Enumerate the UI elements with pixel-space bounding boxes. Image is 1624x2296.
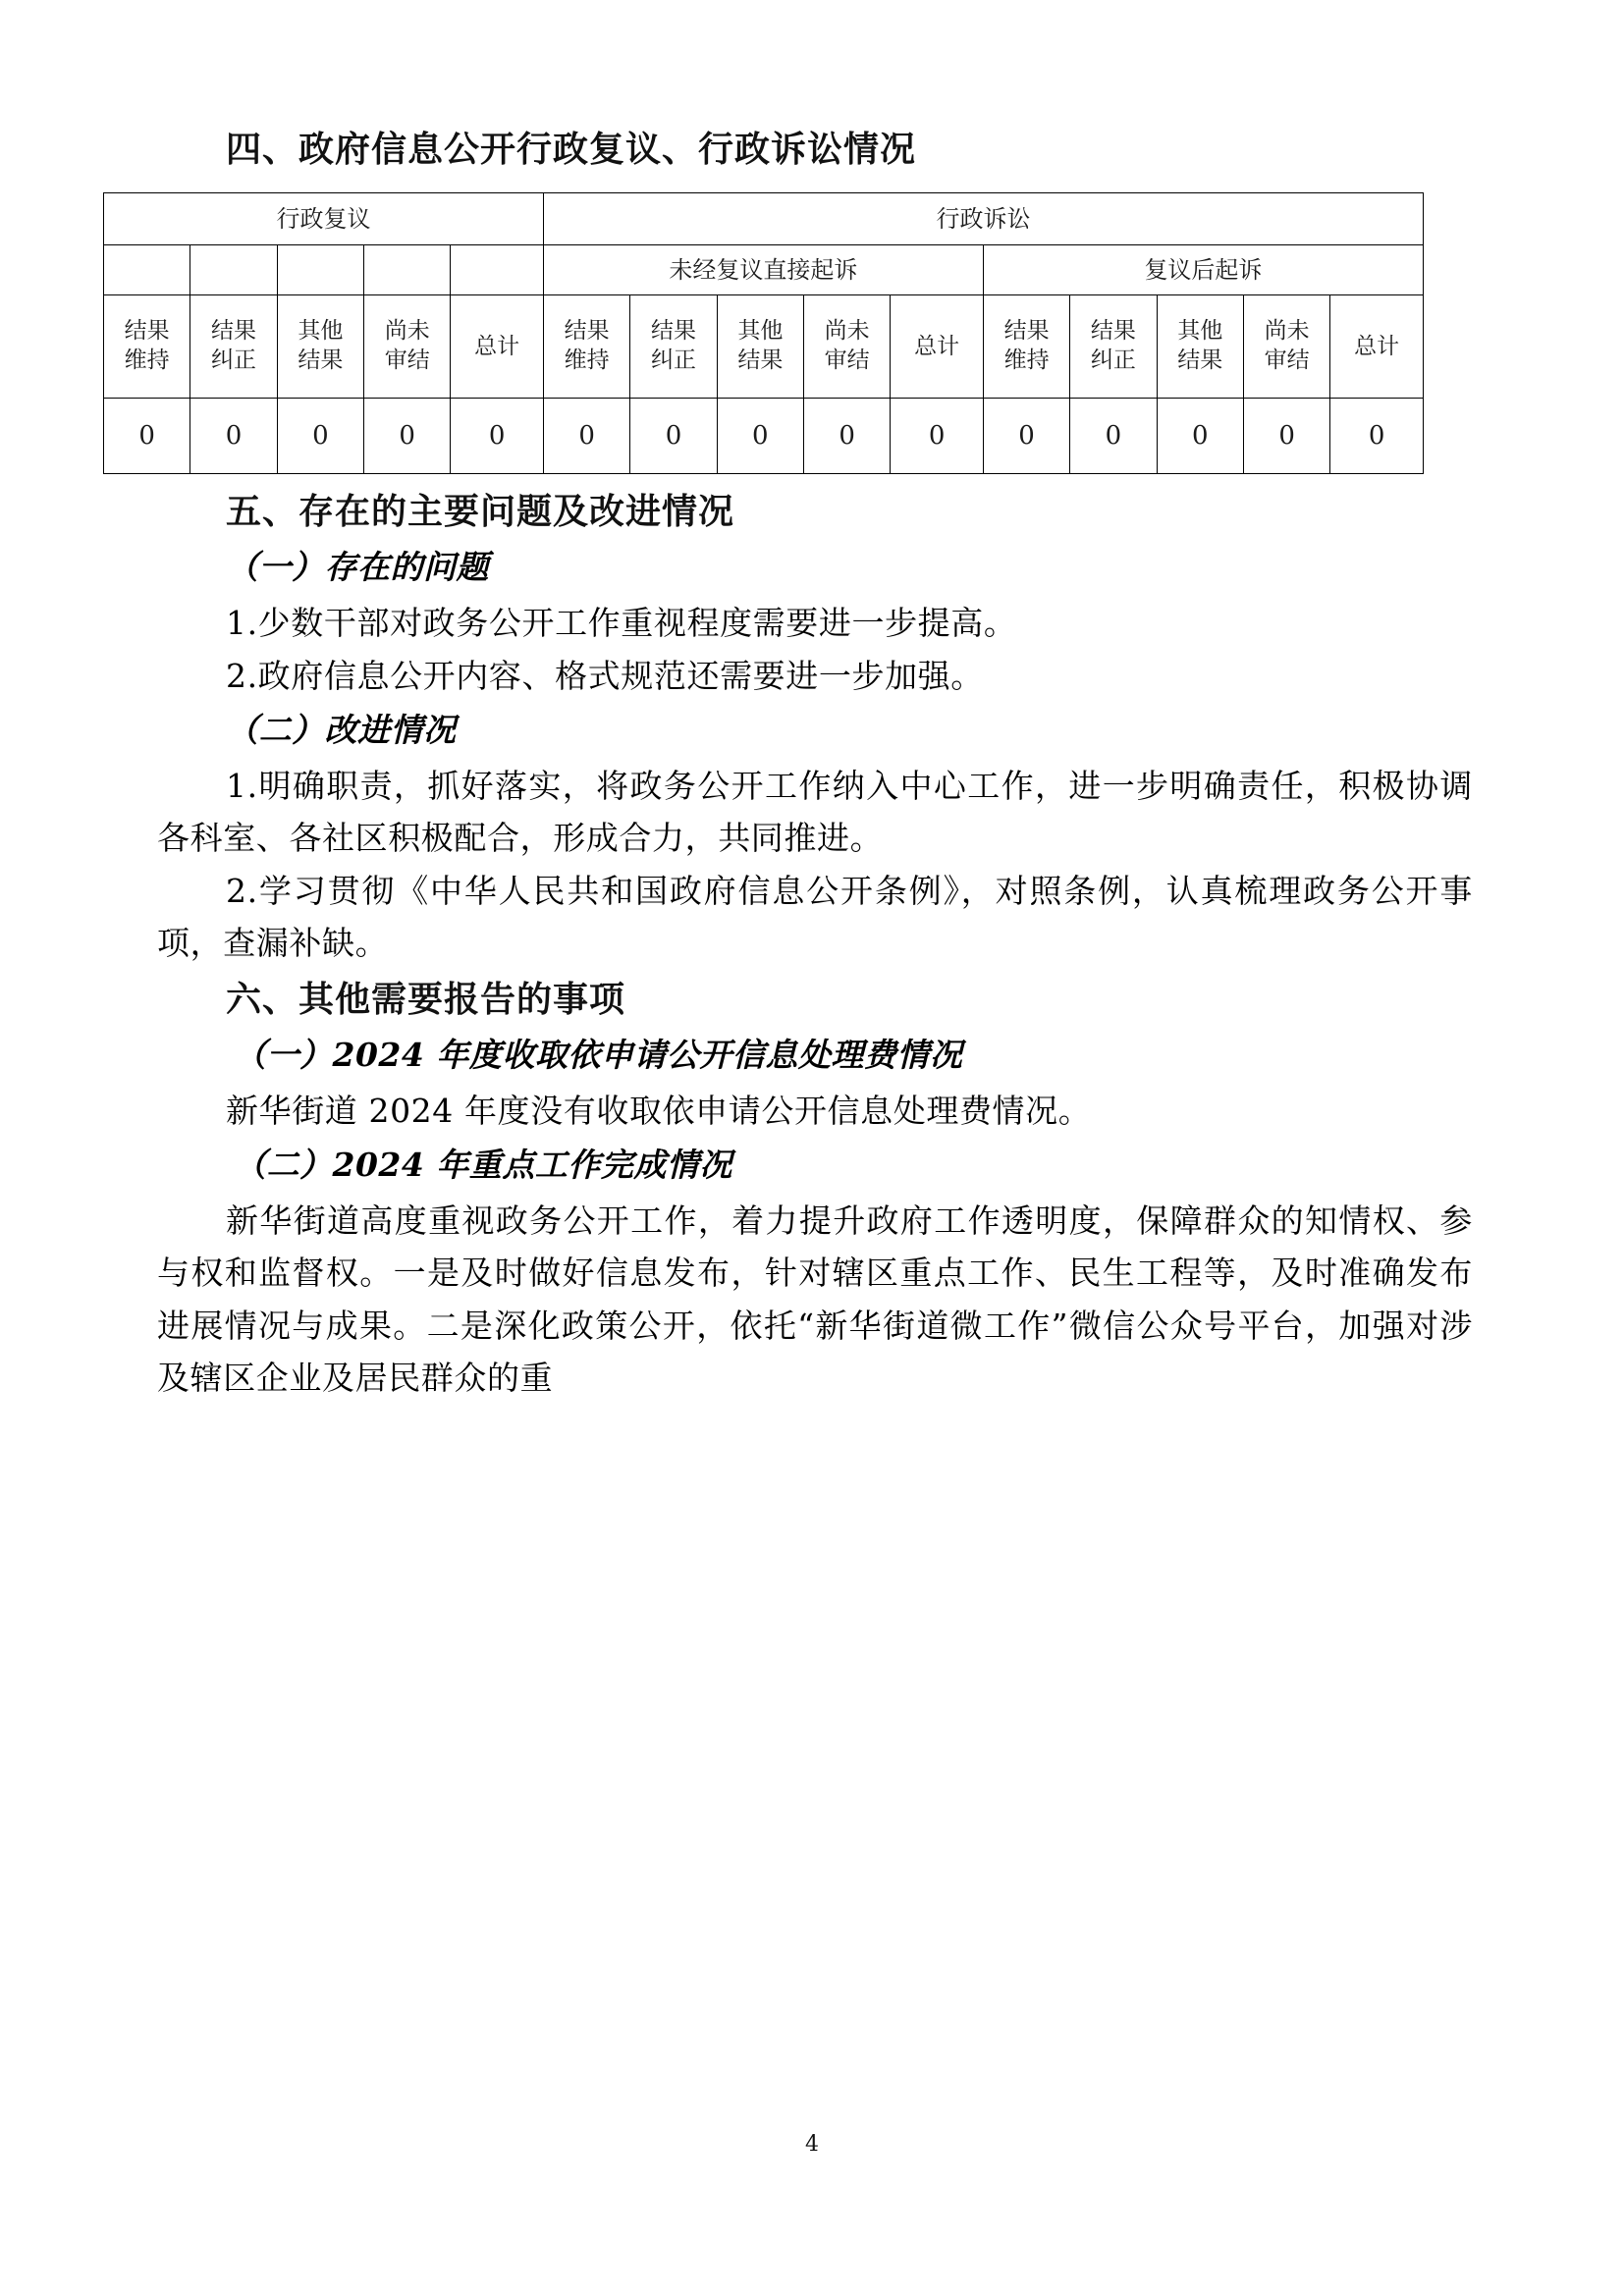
column-header-12-line1: 其他: [1177, 318, 1223, 345]
column-header-10: [983, 295, 1069, 399]
column-header-10-line2: 维持: [1003, 347, 1050, 374]
administrative-review-litigation-table-wrap: [124, 192, 1473, 474]
section-five-sub-one-heading: （一）存在的问题: [226, 548, 489, 587]
column-header-13-line1: 尚未: [1264, 318, 1310, 345]
cell-value-12: 0: [1157, 399, 1243, 474]
cell-value-6: 0: [630, 399, 717, 474]
column-header-8-line1: 尚未: [824, 318, 870, 345]
column-header-1-line2: 纠正: [211, 347, 257, 374]
column-header-5-line2: 维持: [564, 347, 610, 374]
column-header-10-line1: 结果: [1003, 318, 1050, 345]
column-header-3-line2: 审结: [384, 347, 430, 374]
column-header-11-line2: 纠正: [1090, 347, 1136, 374]
cell-value-4: 0: [451, 399, 544, 474]
cell-value-8: 0: [803, 399, 890, 474]
administrative-review-litigation-table: [103, 192, 1424, 474]
column-header-5-line1: 结果: [564, 318, 610, 345]
subgroup-spacer-review-2: [190, 245, 277, 295]
column-header-14: 总计: [1330, 295, 1424, 399]
column-header-7-line1: 其他: [737, 318, 784, 345]
column-header-2: [277, 295, 363, 399]
column-header-9: 总计: [891, 295, 984, 399]
column-header-13: [1243, 295, 1329, 399]
group-header-administrative-review: 行政复议: [104, 193, 544, 245]
section-five-sub-one-item-1: 1.少数干部对政务公开工作重视程度需要进一步提高。: [226, 604, 1017, 643]
column-header-1: [190, 295, 277, 399]
table-column-header-row: [104, 295, 1424, 399]
section-five-sub-two-heading: （二）改进情况: [226, 710, 457, 749]
subgroup-header-post-review-litigation: 复议后起诉: [983, 245, 1423, 295]
cell-value-5: 0: [543, 399, 629, 474]
column-header-7: [717, 295, 803, 399]
section-six-sub-two-body: 新华街道高度重视政务公开工作，着力提升政府工作透明度，保障群众的知情权、参与权和监督权。一是及时做好信息发布，针对辖区重点工作、民生工程等，及时准确发布进展情况与成果。二是深化政策公开，依托“新华街道微工作”微信公众号平台，加强对涉及辖区企业及居民群众的重: [157, 1201, 1473, 1398]
column-header-3: [364, 295, 451, 399]
subgroup-spacer-review-1: [104, 245, 190, 295]
column-header-0-line1: 结果: [124, 318, 170, 345]
column-header-2-line2: 结果: [298, 347, 344, 374]
column-header-5: [543, 295, 629, 399]
subgroup-spacer-review-4: [364, 245, 451, 295]
page-number: 4: [805, 2132, 819, 2157]
section-five-heading: 五、存在的主要问题及改进情况: [226, 492, 735, 533]
table-group-header-row: [104, 193, 1424, 245]
column-header-8: [803, 295, 890, 399]
subgroup-spacer-review-5: [451, 245, 544, 295]
section-six-sub-two-heading: （二）2024 年重点工作完成情况: [234, 1146, 732, 1185]
section-five-sub-two-item-1: 1.明确职责，抓好落实，将政务公开工作纳入中心工作，进一步明确责任，积极协调各科室、各社区积极配合，形成合力，共同推进。: [157, 766, 1473, 858]
cell-value-3: 0: [364, 399, 451, 474]
column-header-13-line2: 审结: [1264, 347, 1310, 374]
column-header-0: [104, 295, 190, 399]
cell-value-0: 0: [104, 399, 190, 474]
column-header-8-line2: 审结: [824, 347, 870, 374]
cell-value-10: 0: [983, 399, 1069, 474]
section-four-heading: 四、政府信息公开行政复议、行政诉讼情况: [226, 130, 917, 170]
table-subgroup-header-row: [104, 245, 1424, 295]
section-five-sub-two-item-2: 2.学习贯彻《中华人民共和国政府信息公开条例》，对照条例，认真梳理政务公开事项，查漏补缺。: [157, 871, 1473, 963]
section-five-sub-one-item-2: 2.政府信息公开内容、格式规范还需要进一步加强。: [226, 656, 984, 695]
cell-value-1: 0: [190, 399, 277, 474]
column-header-11-line1: 结果: [1090, 318, 1136, 345]
section-six-sub-one-heading: （一）2024 年度收取依申请公开信息处理费情况: [234, 1035, 963, 1074]
subgroup-header-direct-litigation: 未经复议直接起诉: [543, 245, 983, 295]
column-header-11: [1070, 295, 1157, 399]
column-header-12: [1157, 295, 1243, 399]
cell-value-13: 0: [1243, 399, 1329, 474]
cell-value-14: 0: [1330, 399, 1424, 474]
table-data-row: [104, 399, 1424, 474]
cell-value-11: 0: [1070, 399, 1157, 474]
column-header-6: [630, 295, 717, 399]
column-header-12-line2: 结果: [1177, 347, 1223, 374]
column-header-7-line2: 结果: [737, 347, 784, 374]
cell-value-7: 0: [717, 399, 803, 474]
column-header-1-line1: 结果: [211, 318, 257, 345]
section-six-sub-one-body: 新华街道 2024 年度没有收取依申请公开信息处理费情况。: [226, 1091, 1092, 1130]
page-content: [124, 0, 1473, 1405]
column-header-6-line2: 纠正: [650, 347, 696, 374]
column-header-3-line1: 尚未: [384, 318, 430, 345]
subgroup-spacer-review-3: [277, 245, 363, 295]
cell-value-9: 0: [891, 399, 984, 474]
section-six-heading: 六、其他需要报告的事项: [226, 979, 626, 1020]
group-header-administrative-litigation: 行政诉讼: [543, 193, 1423, 245]
column-header-0-line2: 维持: [124, 347, 170, 374]
column-header-2-line1: 其他: [298, 318, 344, 345]
column-header-4: 总计: [451, 295, 544, 399]
column-header-6-line1: 结果: [650, 318, 696, 345]
cell-value-2: 0: [277, 399, 363, 474]
